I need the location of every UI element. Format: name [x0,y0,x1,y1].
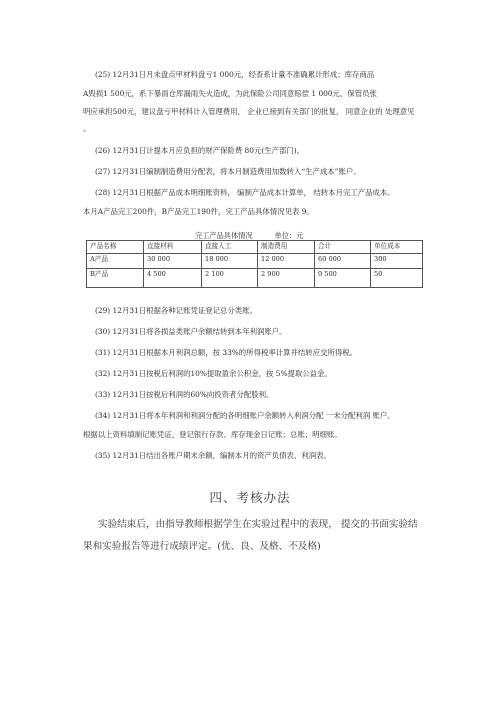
paragraph-28-line-2: 本月A产品完工200件，B产品完工190件，完工产品具体情况见表 9。 [83,207,314,216]
paragraph-31: (31) 12月31日根据本月利润总额，按 33%的所得税率计算并结转应交所得税。 [95,348,358,357]
table-header-cell: 制造费用 [258,241,315,254]
paragraph-28-line-1: (28) 12月31日根据产品成本明细账资料， 编制产品成本计算单， 结转本月完工产品成本。 [95,188,395,197]
table-header-cell: 产品名称 [87,241,144,254]
table-cell: 4 500 [144,269,202,288]
paragraph-33: (33) 12月31日按税后利润的60%向投资者分配股利。 [95,390,274,399]
product-cost-table [86,240,423,288]
table-cell: 2 900 [258,269,315,288]
table-cell: 50 [371,269,423,288]
table-cell: A产品 [87,254,144,269]
paragraph-26: (26) 12月31日计提本月应负担的财产保险费 80元(生产部门)。 [95,146,305,155]
table-header-cell: 单位成本 [371,241,423,254]
table-cell: 2 100 [202,269,258,288]
table-header-cell: 直接材料 [144,241,202,254]
table-cell: 9 500 [315,269,371,288]
table-header-cell: 直接人工 [202,241,258,254]
table-caption-unit: 单位：元 [274,231,304,240]
section-title: 四、考核办法 [209,490,291,505]
table-row [87,254,423,269]
paragraph-32: (32) 12月31日按税后利润的10%提取盈余公积金，按 5%提取公益金。 [95,369,332,378]
section-body-line-1: 实验结束后，由指导教师根据学生在实验过程中的表现， 提交的书面实验结 [98,519,418,530]
table-cell: 60 000 [315,254,371,269]
paragraph-35: (35) 12月31日结出各账户期末余额，编制本月的资产负债表、利润表。 [95,451,331,460]
table-cell: 30 000 [144,254,202,269]
table-caption-title: 完工产品具体情况 [195,231,253,240]
paragraph-25-line-3: 明应承担500元，建议盘亏甲材料计入管理费用， 企业已接到有关部门的批复， 同意企业的 处理意见 [83,107,415,116]
paragraph-30: (30) 12月31日将各损益类账户余额结转到本年利润账户。 [95,327,287,336]
table-cell: 12 000 [258,254,315,269]
table-cell: 300 [371,254,423,269]
table-row [87,269,423,288]
table-header-row [87,241,423,254]
paragraph-25-line-1: (25) 12月31日月末盘点甲材料盘亏1 000元，经查系计量不准确累计形成；库存商品 [95,70,375,79]
section-body-line-2: 果和实验报告等进行成绩评定。(优、良、及格、不及格) [83,541,321,552]
paragraph-27: (27) 12月31日编制制造费用分配表，将本月制造费用加数转入“生产成本”账户。 [95,167,361,176]
paragraph-25-line-2: A毁损1 500元，系下暴雨仓库漏雨失火造成，为此保险公司同意赔偿 1 000元，保管员张 [83,89,377,98]
paragraph-34-line-1: (34) 12月31日将本年利润和利润分配的各明细账户余额转入利润分配 一未分配利润 账户。 [95,411,395,420]
paragraph-25-end: 。 [83,124,91,133]
table-cell: 18 000 [202,254,258,269]
table-header-cell: 合计 [315,241,371,254]
table-cell: B产品 [87,269,144,288]
paragraph-34-line-2: 根据以上资料填制记账凭证，登记银行存款、库存现金日记账；总账；明细账。 [83,430,342,439]
paragraph-29: (29) 12月31日根据各种记账凭证登记总分类账。 [95,306,257,315]
